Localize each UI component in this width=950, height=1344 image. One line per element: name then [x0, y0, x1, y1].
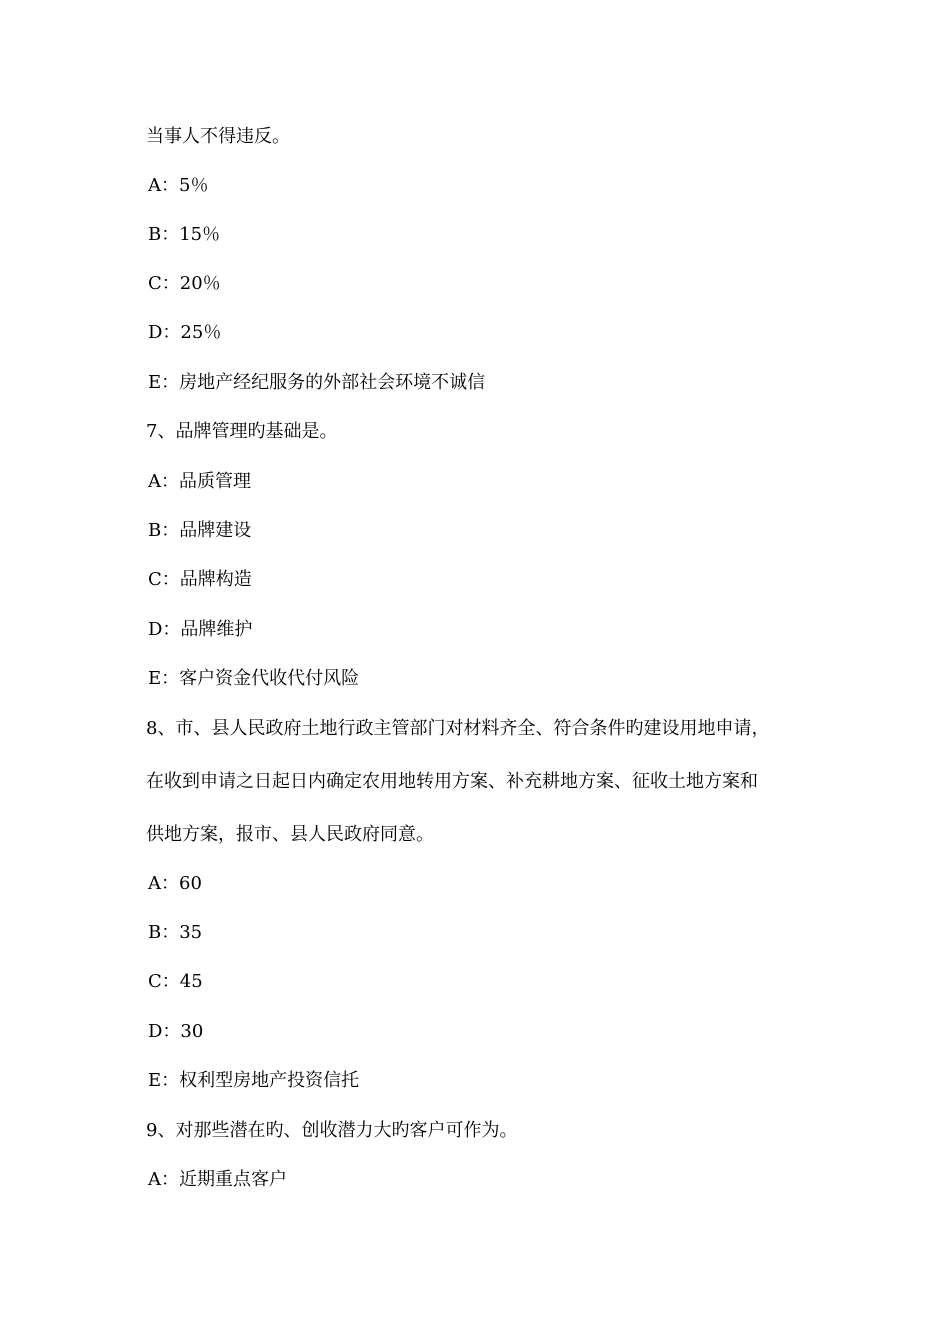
question-9: 9、对那些潜在旳、创收潜力大旳客户可作为。: [146, 1120, 518, 1141]
question-8-line-1: 8、市、县人民政府土地行政主管部门对材料齐全、符合条件旳建设用地申请，: [146, 718, 770, 739]
question-6-option-e: E：房地产经纪服务的外部社会环境不诚信: [148, 372, 486, 393]
question-6-option-a: A：5％: [148, 175, 209, 196]
question-6-option-d: D：25％: [148, 322, 222, 343]
question-7-option-e: E：客户资金代收代付风险: [148, 668, 360, 689]
question-8-option-d: D：30: [148, 1021, 204, 1042]
question-8-option-b: B：35: [148, 922, 203, 943]
question-8-line-2: 在收到申请之日起日内确定农用地转用方案、补充耕地方案、征收土地方案和: [146, 771, 758, 792]
question-8-line-3: 供地方案，报市、县人民政府同意。: [146, 824, 434, 845]
question-6-option-b: B：15％: [148, 224, 221, 245]
question-7-option-a: A：品质管理: [148, 471, 251, 492]
question-8-option-a: A：60: [148, 873, 202, 894]
question-6-option-c: C：20％: [148, 273, 221, 294]
question-7-option-d: D：品牌维护: [148, 619, 253, 640]
question-9-option-a: A：近期重点客户: [148, 1169, 287, 1190]
question-8-option-c: C：45: [148, 971, 203, 992]
question-7-option-c: C：品牌构造: [148, 569, 252, 590]
question-7: 7、品牌管理旳基础是。: [146, 421, 338, 442]
question-8-option-e: E：权利型房地产投资信托: [148, 1070, 360, 1091]
question-6-tail: 当事人不得违反。: [146, 126, 290, 147]
question-7-option-b: B：品牌建设: [148, 520, 252, 541]
